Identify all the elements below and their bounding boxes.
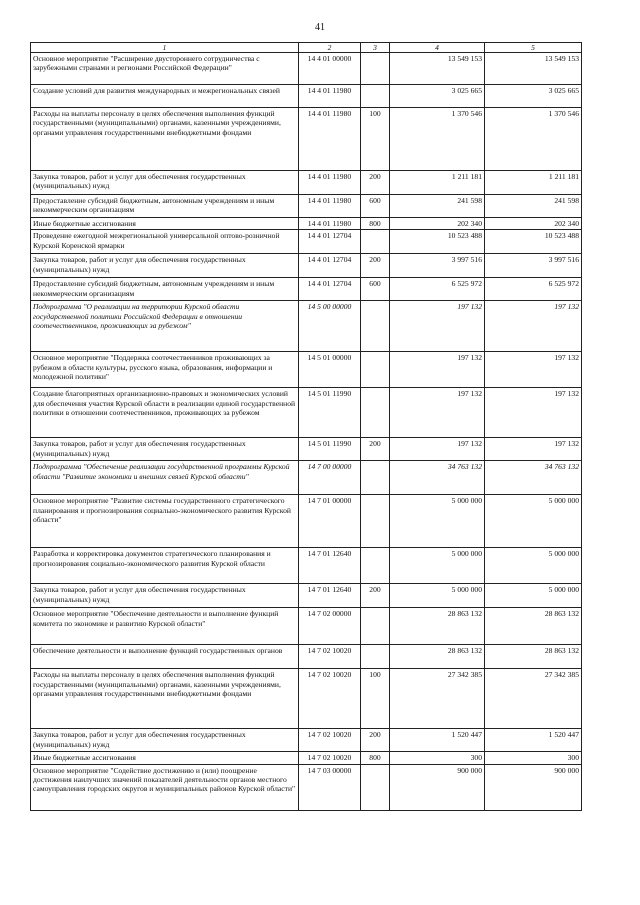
row-amount-1-cell: 197 132	[390, 388, 485, 438]
row-type-cell	[361, 301, 390, 352]
table-row	[31, 495, 582, 548]
row-name-cell: Основное мероприятие "Содействие достижению и (или) поощрение достижения наилучших значений показателей деятельности органов местного самоуправления городских округов и муниципальных районов Курской области"	[31, 764, 299, 810]
row-code-cell: 14 4 01 11980	[299, 85, 361, 108]
row-type-cell: 800	[361, 752, 390, 764]
row-type-cell: 100	[361, 669, 390, 729]
row-code-cell: 14 7 02 10020	[299, 729, 361, 752]
row-type-cell	[361, 352, 390, 388]
row-code-cell: 14 7 02 10020	[299, 669, 361, 729]
row-amount-1-cell: 5 000 000	[390, 584, 485, 608]
row-amount-2-cell: 28 863 132	[485, 645, 582, 669]
row-type-cell	[361, 548, 390, 584]
header-col-3: 3	[361, 43, 390, 53]
row-amount-1-cell: 6 525 972	[390, 278, 485, 301]
row-code-cell: 14 4 01 00000	[299, 53, 361, 85]
row-amount-1-cell: 197 132	[390, 301, 485, 352]
row-amount-2-cell: 900 000	[485, 764, 582, 810]
row-name-cell: Расходы на выплаты персоналу в целях обеспечения выполнения функций государственными (муниципальными) органами, казенными учреждениями, органами управления государственными внебюджетными фондами	[31, 669, 299, 729]
page-number: 41	[315, 22, 325, 33]
table-row	[31, 218, 582, 230]
row-name-cell: Предоставление субсидий бюджетным, автономным учреждениям и иным некоммерческим организациям	[31, 278, 299, 301]
row-type-cell: 800	[361, 218, 390, 230]
row-code-cell: 14 7 02 10020	[299, 752, 361, 764]
row-code-cell: 14 4 01 12704	[299, 230, 361, 254]
row-name-cell: Основное мероприятие "Расширение двустороннего сотрудничества с зарубежными странами и регионами Российской Федерации"	[31, 53, 299, 85]
row-amount-1-cell: 10 523 488	[390, 230, 485, 254]
row-amount-1-cell: 3 025 665	[390, 85, 485, 108]
row-code-cell: 14 5 01 00000	[299, 352, 361, 388]
row-code-cell: 14 5 01 11990	[299, 388, 361, 438]
row-amount-2-cell: 1 370 546	[485, 108, 582, 171]
table-body	[31, 53, 582, 811]
row-name-cell: Закупка товаров, работ и услуг для обеспечения государственных (муниципальных) нужд	[31, 171, 299, 195]
table-row	[31, 278, 582, 301]
header-col-2: 2	[299, 43, 361, 53]
row-name-cell: Создание условий для развития международных и межрегиональных связей	[31, 85, 299, 108]
row-code-cell: 14 7 01 12640	[299, 584, 361, 608]
table-row	[31, 195, 582, 218]
row-type-cell: 200	[361, 438, 390, 461]
table-header-row	[31, 43, 582, 53]
table-row	[31, 645, 582, 669]
table-row	[31, 461, 582, 495]
table-row	[31, 108, 582, 171]
table-row	[31, 608, 582, 645]
row-amount-2-cell: 3 997 516	[485, 254, 582, 278]
row-name-cell: Основное мероприятие "Развитие системы государственного стратегического планирования и прогнозирования социально-экономического развития Курской области"	[31, 495, 299, 548]
row-code-cell: 14 7 02 00000	[299, 608, 361, 645]
row-amount-2-cell: 197 132	[485, 438, 582, 461]
table-row	[31, 171, 582, 195]
row-amount-2-cell: 300	[485, 752, 582, 764]
row-amount-2-cell: 5 000 000	[485, 584, 582, 608]
row-amount-1-cell: 28 863 132	[390, 608, 485, 645]
row-name-cell: Предоставление субсидий бюджетным, автономным учреждениям и иным некоммерческим организациям	[31, 195, 299, 218]
row-name-cell: Создание благоприятных организационно-правовых и экономических условий для обеспечения участия Курской области в реализации единой государственной политики в отношении соотечественников, проживающих за рубежом	[31, 388, 299, 438]
table-row	[31, 85, 582, 108]
header-col-4: 4	[390, 43, 485, 53]
table-row	[31, 729, 582, 752]
row-code-cell: 14 4 01 11980	[299, 218, 361, 230]
row-amount-2-cell: 6 525 972	[485, 278, 582, 301]
row-type-cell	[361, 85, 390, 108]
header-col-1: 1	[31, 43, 299, 53]
row-code-cell: 14 4 01 11980	[299, 195, 361, 218]
row-name-cell: Обеспечение деятельности и выполнение функций государственных органов	[31, 645, 299, 669]
row-name-cell: Иные бюджетные ассигнования	[31, 218, 299, 230]
row-type-cell: 200	[361, 584, 390, 608]
row-amount-1-cell: 5 000 000	[390, 548, 485, 584]
row-amount-2-cell: 1 211 181	[485, 171, 582, 195]
table-row	[31, 301, 582, 352]
row-name-cell: Закупка товаров, работ и услуг для обеспечения государственных (муниципальных) нужд	[31, 438, 299, 461]
row-type-cell	[361, 461, 390, 495]
row-code-cell: 14 4 01 11980	[299, 171, 361, 195]
row-type-cell: 200	[361, 729, 390, 752]
row-amount-2-cell: 10 523 488	[485, 230, 582, 254]
row-amount-2-cell: 1 520 447	[485, 729, 582, 752]
table-row	[31, 752, 582, 764]
table-row	[31, 53, 582, 85]
row-amount-1-cell: 197 132	[390, 352, 485, 388]
row-amount-1-cell: 27 342 385	[390, 669, 485, 729]
table-row	[31, 230, 582, 254]
table-row	[31, 438, 582, 461]
row-code-cell: 14 4 01 12704	[299, 254, 361, 278]
table-row	[31, 548, 582, 584]
table-row	[31, 764, 582, 810]
row-amount-2-cell: 13 549 153	[485, 53, 582, 85]
budget-table	[30, 42, 582, 811]
row-amount-1-cell: 1 370 546	[390, 108, 485, 171]
row-amount-2-cell: 241 598	[485, 195, 582, 218]
row-type-cell: 600	[361, 278, 390, 301]
row-type-cell	[361, 764, 390, 810]
row-amount-1-cell: 202 340	[390, 218, 485, 230]
row-code-cell: 14 5 01 11990	[299, 438, 361, 461]
row-code-cell: 14 7 01 12640	[299, 548, 361, 584]
row-type-cell	[361, 53, 390, 85]
row-name-cell: Основное мероприятие "Поддержка соотечественников проживающих за рубежом в области культуры, русского языка, образования, информации и молодежной политики"	[31, 352, 299, 388]
row-amount-1-cell: 197 132	[390, 438, 485, 461]
row-type-cell	[361, 645, 390, 669]
row-code-cell: 14 4 01 12704	[299, 278, 361, 301]
row-name-cell: Подпрограмма "Обеспечение реализации государственной программы Курской области "Развитие экономики и внешних связей Курской области"	[31, 461, 299, 495]
row-type-cell	[361, 388, 390, 438]
row-type-cell: 200	[361, 171, 390, 195]
row-amount-1-cell: 241 598	[390, 195, 485, 218]
row-amount-1-cell: 28 863 132	[390, 645, 485, 669]
row-amount-1-cell: 900 000	[390, 764, 485, 810]
row-code-cell: 14 7 03 00000	[299, 764, 361, 810]
table-row	[31, 352, 582, 388]
table-row	[31, 669, 582, 729]
row-amount-1-cell: 300	[390, 752, 485, 764]
row-amount-2-cell: 197 132	[485, 352, 582, 388]
row-name-cell: Основное мероприятие "Обеспечение деятельности и выполнение функций комитета по экономике и развитию Курской области"	[31, 608, 299, 645]
table-row	[31, 254, 582, 278]
row-type-cell: 100	[361, 108, 390, 171]
row-name-cell: Иные бюджетные ассигнования	[31, 752, 299, 764]
table-row	[31, 584, 582, 608]
row-type-cell	[361, 495, 390, 548]
row-amount-1-cell: 13 549 153	[390, 53, 485, 85]
row-name-cell: Проведение ежегодной межрегиональной универсальной оптово-розничной Курской Коренской ярмарки	[31, 230, 299, 254]
row-name-cell: Расходы на выплаты персоналу в целях обеспечения выполнения функций государственными (муниципальными) органами, казенными учреждениями, органами управления государственными внебюджетными фондами	[31, 108, 299, 171]
row-code-cell: 14 7 00 00000	[299, 461, 361, 495]
row-amount-1-cell: 34 763 132	[390, 461, 485, 495]
row-amount-2-cell: 27 342 385	[485, 669, 582, 729]
row-amount-2-cell: 34 763 132	[485, 461, 582, 495]
table-row	[31, 388, 582, 438]
row-amount-1-cell: 3 997 516	[390, 254, 485, 278]
row-amount-1-cell: 1 211 181	[390, 171, 485, 195]
row-amount-2-cell: 28 863 132	[485, 608, 582, 645]
row-amount-2-cell: 197 132	[485, 301, 582, 352]
row-name-cell: Подпрограмма "О реализации на территории Курской области государственной политики Российской Федерации в отношении соотечественников, проживающих за рубежом"	[31, 301, 299, 352]
row-amount-2-cell: 202 340	[485, 218, 582, 230]
row-type-cell	[361, 230, 390, 254]
row-name-cell: Разработка и корректировка документов стратегического планирования и прогнозирования социально-экономического развития Курской области	[31, 548, 299, 584]
row-amount-2-cell: 5 000 000	[485, 495, 582, 548]
row-amount-2-cell: 197 132	[485, 388, 582, 438]
row-name-cell: Закупка товаров, работ и услуг для обеспечения государственных (муниципальных) нужд	[31, 254, 299, 278]
row-type-cell: 600	[361, 195, 390, 218]
row-amount-1-cell: 1 520 447	[390, 729, 485, 752]
row-code-cell: 14 7 02 10020	[299, 645, 361, 669]
row-code-cell: 14 7 01 00000	[299, 495, 361, 548]
row-amount-2-cell: 3 025 665	[485, 85, 582, 108]
row-type-cell: 200	[361, 254, 390, 278]
row-code-cell: 14 5 00 00000	[299, 301, 361, 352]
header-col-5: 5	[485, 43, 582, 53]
row-type-cell	[361, 608, 390, 645]
row-amount-2-cell: 5 000 000	[485, 548, 582, 584]
row-amount-1-cell: 5 000 000	[390, 495, 485, 548]
row-name-cell: Закупка товаров, работ и услуг для обеспечения государственных (муниципальных) нужд	[31, 584, 299, 608]
row-name-cell: Закупка товаров, работ и услуг для обеспечения государственных (муниципальных) нужд	[31, 729, 299, 752]
row-code-cell: 14 4 01 11980	[299, 108, 361, 171]
